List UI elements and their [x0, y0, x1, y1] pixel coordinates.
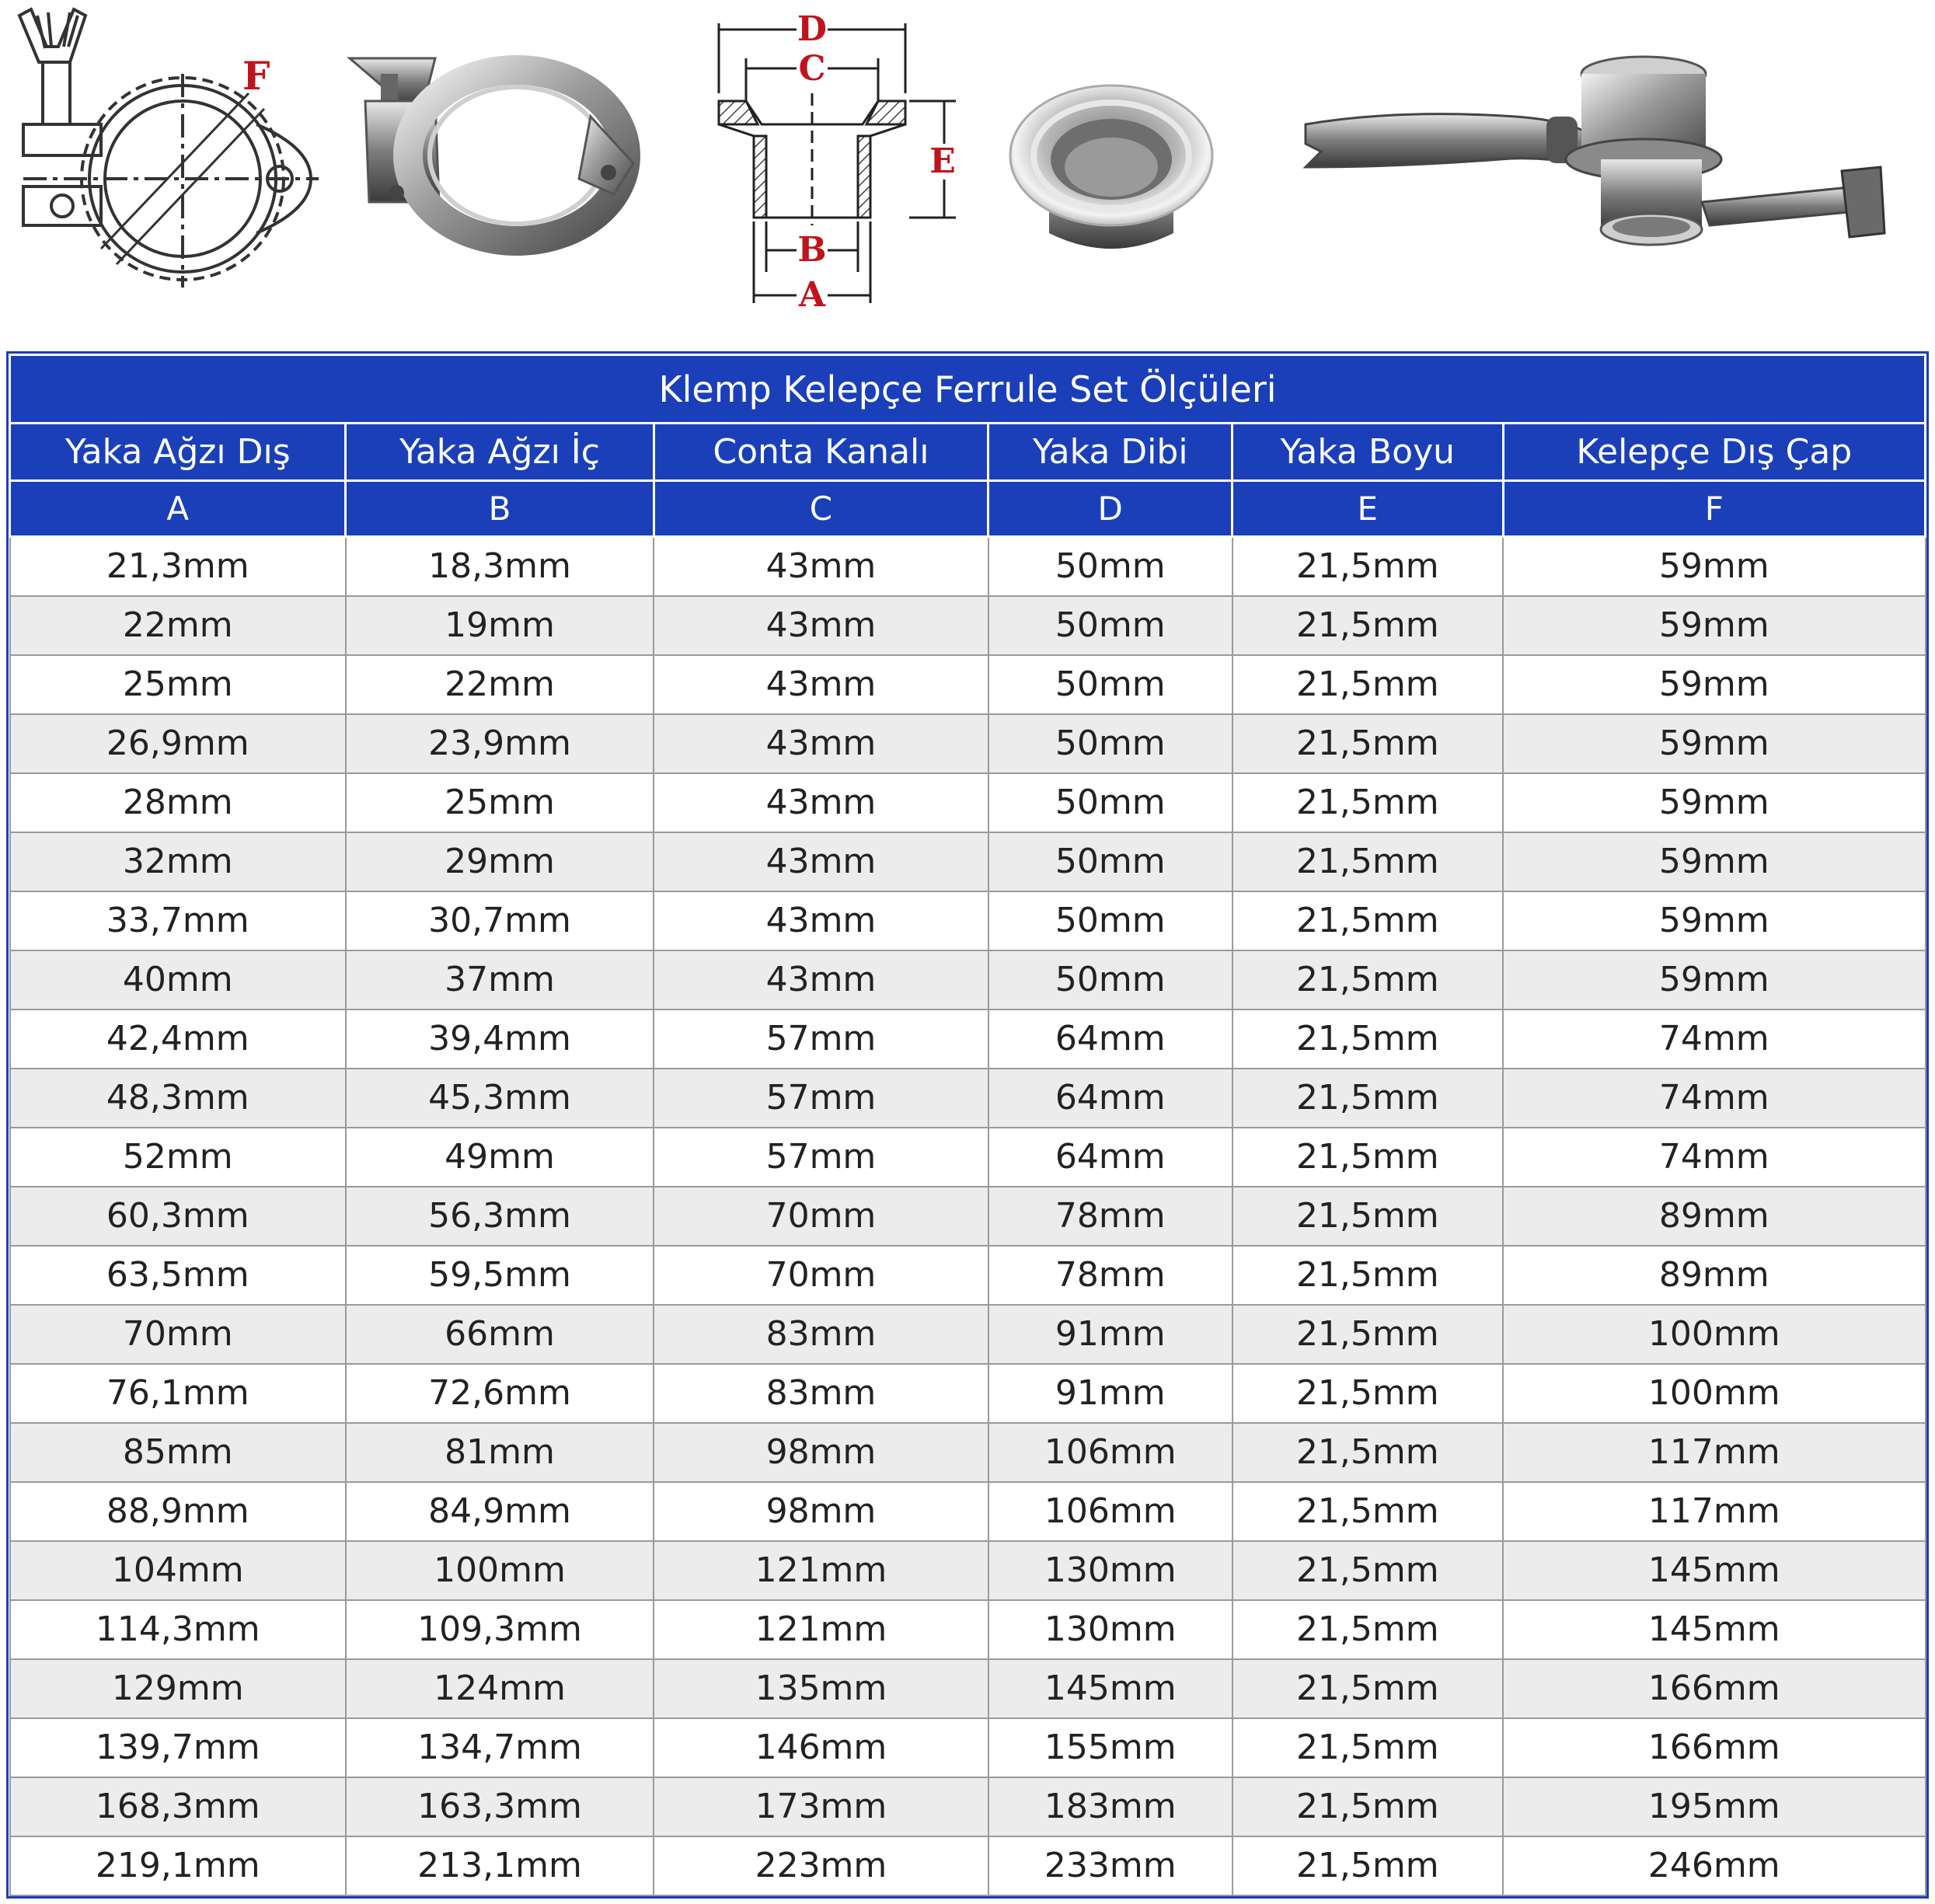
column-header: Kelepçe Dış Çap — [1503, 424, 1925, 481]
table-cell: 49mm — [346, 1128, 654, 1187]
table-cell: 21,5mm — [1232, 1836, 1504, 1895]
table-cell: 21,5mm — [1232, 773, 1504, 832]
table-cell: 121mm — [654, 1600, 988, 1659]
table-cell: 21,5mm — [1232, 832, 1504, 891]
table-cell: 74mm — [1503, 1128, 1925, 1187]
clamp-technical-drawing — [19, 9, 319, 288]
table-cell: 52mm — [10, 1128, 346, 1187]
table-cell: 60,3mm — [10, 1187, 346, 1246]
table-cell: 84,9mm — [346, 1482, 654, 1541]
table-cell: 173mm — [654, 1777, 988, 1836]
table-cell: 43mm — [654, 891, 988, 950]
table-cell: 22mm — [10, 596, 346, 655]
table-cell: 43mm — [654, 537, 988, 596]
table-cell: 59mm — [1503, 891, 1925, 950]
table-cell: 233mm — [988, 1836, 1232, 1895]
table-row — [10, 596, 1926, 655]
table-cell: 166mm — [1503, 1718, 1925, 1777]
table-cell: 21,5mm — [1232, 891, 1504, 950]
dimension-table — [9, 354, 1926, 1896]
table-cell: 43mm — [654, 773, 988, 832]
table-cell: 166mm — [1503, 1659, 1925, 1718]
table-cell: 74mm — [1503, 1010, 1925, 1069]
column-letter: B — [346, 481, 654, 537]
table-cell: 48,3mm — [10, 1069, 346, 1128]
table-cell: 64mm — [988, 1010, 1232, 1069]
table-cell: 59mm — [1503, 714, 1925, 773]
table-cell: 50mm — [988, 596, 1232, 655]
table-row — [10, 1659, 1926, 1718]
column-header: Yaka Ağzı İç — [346, 424, 654, 481]
table-cell: 21,5mm — [1232, 950, 1504, 1010]
table-cell: 19mm — [346, 596, 654, 655]
table-cell: 22mm — [346, 655, 654, 714]
table-cell: 56,3mm — [346, 1187, 654, 1246]
table-cell: 40mm — [10, 950, 346, 1010]
table-cell: 183mm — [988, 1777, 1232, 1836]
table-cell: 168,3mm — [10, 1777, 346, 1836]
table-cell: 106mm — [988, 1482, 1232, 1541]
table-cell: 32mm — [10, 832, 346, 891]
table-cell: 88,9mm — [10, 1482, 346, 1541]
table-cell: 21,5mm — [1232, 1659, 1504, 1718]
table-row — [10, 1836, 1926, 1895]
table-cell: 21,5mm — [1232, 596, 1504, 655]
table-cell: 78mm — [988, 1246, 1232, 1305]
label-f: F — [242, 53, 270, 99]
table-cell: 66mm — [346, 1305, 654, 1364]
table-cell: 43mm — [654, 655, 988, 714]
table-cell: 45,3mm — [346, 1069, 654, 1128]
table-cell: 139,7mm — [10, 1718, 346, 1777]
illustration-svg — [0, 0, 1935, 342]
table-row — [10, 773, 1926, 832]
table-row — [10, 1423, 1926, 1482]
column-letter: E — [1232, 481, 1504, 537]
table-cell: 21,5mm — [1232, 1482, 1504, 1541]
table-cell: 89mm — [1503, 1187, 1925, 1246]
table-row — [10, 1010, 1926, 1069]
table-cell: 25mm — [10, 655, 346, 714]
table-cell: 83mm — [654, 1364, 988, 1423]
table-cell: 100mm — [346, 1541, 654, 1600]
table-cell: 21,5mm — [1232, 1069, 1504, 1128]
table-row — [10, 1128, 1926, 1187]
table-cell: 39,4mm — [346, 1010, 654, 1069]
table-cell: 109,3mm — [346, 1600, 654, 1659]
label-d: D — [797, 9, 828, 49]
table-cell: 50mm — [988, 773, 1232, 832]
table-cell: 146mm — [654, 1718, 988, 1777]
table-cell: 89mm — [1503, 1246, 1925, 1305]
table-cell: 43mm — [654, 596, 988, 655]
table-cell: 50mm — [988, 832, 1232, 891]
table-cell: 91mm — [988, 1305, 1232, 1364]
table-cell: 129mm — [10, 1659, 346, 1718]
table-cell: 21,5mm — [1232, 537, 1504, 596]
clamp-photo — [350, 58, 633, 241]
table-cell: 81mm — [346, 1423, 654, 1482]
table-cell: 25mm — [346, 773, 654, 832]
table-cell: 59mm — [1503, 596, 1925, 655]
table-cell: 50mm — [988, 537, 1232, 596]
table-cell: 18,3mm — [346, 537, 654, 596]
table-cell: 163,3mm — [346, 1777, 654, 1836]
table-cell: 72,6mm — [346, 1364, 654, 1423]
table-row — [10, 1364, 1926, 1423]
table-title: Klemp Kelepçe Ferrule Set Ölçüleri — [10, 355, 1926, 424]
table-cell: 21,5mm — [1232, 1187, 1504, 1246]
table-cell: 43mm — [654, 832, 988, 891]
table-cell: 57mm — [654, 1128, 988, 1187]
label-b: B — [797, 230, 827, 270]
table-cell: 59mm — [1503, 950, 1925, 1010]
table-cell: 21,3mm — [10, 537, 346, 596]
table-cell: 42,4mm — [10, 1010, 346, 1069]
table-row — [10, 1069, 1926, 1128]
table-cell: 21,5mm — [1232, 1600, 1504, 1659]
table-cell: 121mm — [654, 1541, 988, 1600]
table-cell: 135mm — [654, 1659, 988, 1718]
table-cell: 85mm — [10, 1423, 346, 1482]
table-cell: 195mm — [1503, 1777, 1925, 1836]
table-cell: 57mm — [654, 1010, 988, 1069]
table-cell: 23,9mm — [346, 714, 654, 773]
table-cell: 59,5mm — [346, 1246, 654, 1305]
table-cell: 98mm — [654, 1423, 988, 1482]
table-cell: 50mm — [988, 714, 1232, 773]
column-header: Yaka Boyu — [1232, 424, 1504, 481]
table-cell: 98mm — [654, 1482, 988, 1541]
table-cell: 70mm — [654, 1246, 988, 1305]
table-cell: 124mm — [346, 1659, 654, 1718]
table-cell: 21,5mm — [1232, 1718, 1504, 1777]
table-cell: 91mm — [988, 1364, 1232, 1423]
table-cell: 28mm — [10, 773, 346, 832]
table-cell: 76,1mm — [10, 1364, 346, 1423]
table-cell: 134,7mm — [346, 1718, 654, 1777]
table-cell: 219,1mm — [10, 1836, 346, 1895]
table-row — [10, 714, 1926, 773]
table-row — [10, 891, 1926, 950]
table-cell: 130mm — [988, 1541, 1232, 1600]
column-letter: F — [1503, 481, 1925, 537]
table-cell: 114,3mm — [10, 1600, 346, 1659]
table-row — [10, 1600, 1926, 1659]
product-illustrations — [0, 0, 1935, 342]
column-letter: A — [10, 481, 346, 537]
table-cell: 37mm — [346, 950, 654, 1010]
table-row — [10, 1718, 1926, 1777]
table-cell: 100mm — [1503, 1305, 1925, 1364]
table-cell: 64mm — [988, 1128, 1232, 1187]
dimension-table-container — [6, 351, 1929, 1899]
table-cell: 50mm — [988, 950, 1232, 1010]
ferrule-photo — [1010, 85, 1212, 249]
table-cell: 145mm — [1503, 1600, 1925, 1659]
table-cell: 117mm — [1503, 1423, 1925, 1482]
table-row — [10, 1777, 1926, 1836]
label-a: A — [798, 275, 826, 315]
table-cell: 43mm — [654, 714, 988, 773]
table-row — [10, 537, 1926, 596]
table-cell: 145mm — [1503, 1541, 1925, 1600]
label-c: C — [798, 49, 826, 89]
table-cell: 21,5mm — [1232, 1364, 1504, 1423]
table-cell: 74mm — [1503, 1069, 1925, 1128]
table-cell: 63,5mm — [10, 1246, 346, 1305]
table-cell: 21,5mm — [1232, 1010, 1504, 1069]
label-e: E — [929, 141, 956, 181]
table-row — [10, 1541, 1926, 1600]
column-header: Yaka Ağzı Dış — [10, 424, 346, 481]
table-cell: 29mm — [346, 832, 654, 891]
table-cell: 26,9mm — [10, 714, 346, 773]
table-row — [10, 655, 1926, 714]
table-cell: 64mm — [988, 1069, 1232, 1128]
table-cell: 21,5mm — [1232, 1541, 1504, 1600]
table-cell: 213,1mm — [346, 1836, 654, 1895]
column-header: Conta Kanalı — [654, 424, 988, 481]
table-cell: 33,7mm — [10, 891, 346, 950]
column-header: Yaka Dibi — [988, 424, 1232, 481]
table-cell: 43mm — [654, 950, 988, 1010]
table-cell: 50mm — [988, 655, 1232, 714]
table-row — [10, 1246, 1926, 1305]
table-cell: 59mm — [1503, 773, 1925, 832]
table-cell: 70mm — [654, 1187, 988, 1246]
table-cell: 21,5mm — [1232, 1246, 1504, 1305]
table-row — [10, 1305, 1926, 1364]
table-cell: 59mm — [1503, 832, 1925, 891]
table-cell: 21,5mm — [1232, 655, 1504, 714]
column-letter: D — [988, 481, 1232, 537]
table-row — [10, 832, 1926, 891]
table-cell: 21,5mm — [1232, 1777, 1504, 1836]
table-cell: 104mm — [10, 1541, 346, 1600]
table-cell: 106mm — [988, 1423, 1232, 1482]
table-cell: 21,5mm — [1232, 1423, 1504, 1482]
table-cell: 57mm — [654, 1069, 988, 1128]
table-cell: 21,5mm — [1232, 714, 1504, 773]
table-cell: 130mm — [988, 1600, 1232, 1659]
table-cell: 70mm — [10, 1305, 346, 1364]
table-cell: 100mm — [1503, 1364, 1925, 1423]
table-cell: 223mm — [654, 1836, 988, 1895]
table-cell: 155mm — [988, 1718, 1232, 1777]
table-cell: 30,7mm — [346, 891, 654, 950]
table-cell: 83mm — [654, 1305, 988, 1364]
table-cell: 50mm — [988, 891, 1232, 950]
table-cell: 246mm — [1503, 1836, 1925, 1895]
table-row — [10, 1482, 1926, 1541]
table-cell: 59mm — [1503, 655, 1925, 714]
table-row — [10, 1187, 1926, 1246]
table-cell: 21,5mm — [1232, 1305, 1504, 1364]
table-cell: 59mm — [1503, 537, 1925, 596]
table-cell: 78mm — [988, 1187, 1232, 1246]
table-row — [10, 950, 1926, 1010]
column-letter: C — [654, 481, 988, 537]
table-cell: 145mm — [988, 1659, 1232, 1718]
table-cell: 117mm — [1503, 1482, 1925, 1541]
table-cell: 21,5mm — [1232, 1128, 1504, 1187]
assembly-photo — [1306, 57, 1884, 245]
ferrule-technical-drawing — [719, 23, 956, 303]
